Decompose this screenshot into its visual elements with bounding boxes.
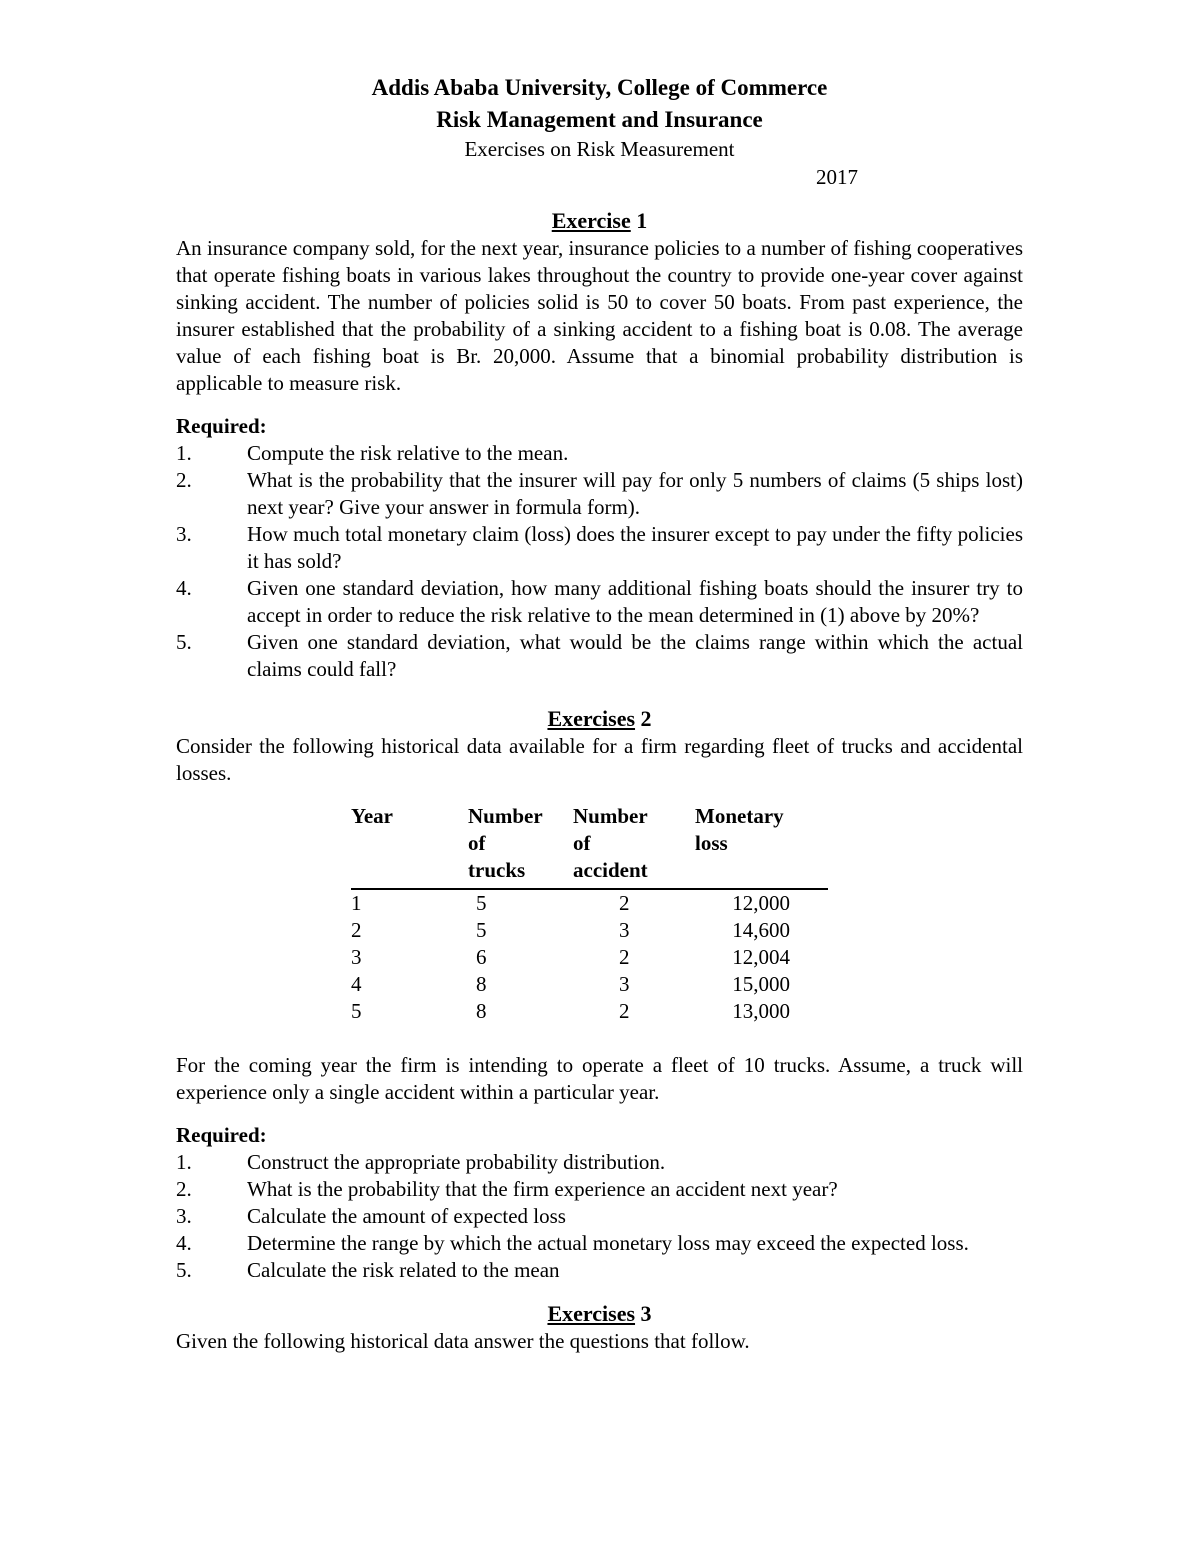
question-text: Determine the range by which the actual monetary loss may exceed the expected loss. — [247, 1231, 969, 1255]
cell-year: 2 — [351, 918, 362, 942]
exercise-2-required-label: Required: — [176, 1123, 267, 1147]
cell-accidents: 2 — [619, 945, 630, 969]
exercise-2-title-number: 2 — [635, 706, 652, 731]
question-text: What is the probability that the insurer will pay for only 5 numbers of claims (5 ships lost) next year? Give your answer in formula form). — [247, 468, 1023, 519]
cell-trucks: 5 — [476, 891, 487, 915]
cell-year: 1 — [351, 891, 362, 915]
list-item — [176, 467, 1023, 521]
question-number: 4. — [176, 1231, 192, 1255]
question-text: Calculate the amount of expected loss — [247, 1204, 566, 1228]
cell-loss: 12,000 — [732, 891, 790, 915]
table-row — [351, 917, 828, 944]
exercise-2-paragraph: Consider the following historical data available for a firm regarding fleet of trucks and accidental losses. — [176, 734, 1023, 785]
cell-trucks: 8 — [476, 972, 487, 996]
list-item — [176, 575, 1023, 629]
col-header-trucks: Number of trucks — [468, 803, 573, 889]
list-item — [176, 1230, 1023, 1257]
question-text: How much total monetary claim (loss) does the insurer except to pay under the fifty policies it has sold? — [247, 522, 1023, 573]
exercise-2-paragraph-2: For the coming year the firm is intending to operate a fleet of 10 trucks. Assume, a truck will experience only a single accident within a particular year. — [176, 1053, 1023, 1104]
university-title: Addis Ababa University, College of Commerce — [371, 75, 828, 100]
question-number: 2. — [176, 1177, 192, 1201]
document-page — [176, 72, 1023, 1355]
question-number: 1. — [176, 441, 192, 465]
exercise-3-title-number: 3 — [635, 1301, 652, 1326]
cell-accidents: 3 — [619, 972, 630, 996]
exercise-1-title-number: 1 — [630, 208, 648, 233]
question-number: 3. — [176, 1204, 192, 1228]
cell-trucks: 8 — [476, 999, 487, 1023]
cell-loss: 13,000 — [732, 999, 790, 1023]
list-item — [176, 629, 1023, 683]
question-text: Given one standard deviation, how many additional fishing boats should the insurer try to accept in order to reduce the risk relative to the mean determined in (1) above by 20%? — [247, 576, 1023, 627]
col-header-year: Year — [351, 803, 468, 889]
question-text: What is the probability that the firm experience an accident next year? — [247, 1177, 838, 1201]
question-number: 1. — [176, 1150, 192, 1174]
exercise-1-question-list — [176, 440, 1023, 683]
list-item — [176, 1203, 1023, 1230]
col-header-accidents: Number of accident — [573, 803, 695, 889]
exercise-3-title-word: Exercises — [547, 1301, 636, 1326]
cell-loss: 15,000 — [732, 972, 790, 996]
question-text: Calculate the risk related to the mean — [247, 1258, 560, 1282]
cell-year: 5 — [351, 999, 362, 1023]
table-row — [351, 889, 828, 917]
question-text: Compute the risk relative to the mean. — [247, 441, 569, 465]
table-row — [351, 971, 828, 998]
document-year: 2017 — [816, 165, 858, 189]
cell-trucks: 5 — [476, 918, 487, 942]
exercise-1-title — [176, 207, 1023, 235]
exercise-2-question-list — [176, 1149, 1023, 1284]
cell-loss: 14,600 — [732, 918, 790, 942]
course-title: Risk Management and Insurance — [436, 107, 763, 132]
exercise-3-paragraph: Given the following historical data answer the questions that follow. — [176, 1329, 750, 1353]
question-number: 3. — [176, 522, 192, 546]
table-row — [351, 998, 828, 1025]
exercise-2-title — [176, 705, 1023, 733]
list-item — [176, 1149, 1023, 1176]
table-row — [351, 944, 828, 971]
question-number: 5. — [176, 630, 192, 654]
list-item — [176, 521, 1023, 575]
list-item — [176, 440, 1023, 467]
col-header-monetary-loss: Monetary loss — [695, 803, 828, 889]
cell-accidents: 2 — [619, 999, 630, 1023]
table-header-row — [351, 803, 828, 889]
question-number: 2. — [176, 468, 192, 492]
truck-accident-table — [351, 803, 828, 1025]
cell-accidents: 2 — [619, 891, 630, 915]
exercise-1-paragraph: An insurance company sold, for the next year, insurance policies to a number of fishing cooperatives that operate fishing boats in various lakes throughout the country to provide one-year cover against sinking accident. The number of policies solid is 50 to cover 50 boats. From past experience, the insurer established that the probability of a sinking accident to a fishing boat is 0.08. The average value of each fishing boat is Br. 20,000. Assume that a binomial probability distribution is applicable to measure risk. — [176, 236, 1023, 395]
question-text: Construct the appropriate probability distribution. — [247, 1150, 666, 1174]
question-text: Given one standard deviation, what would be the claims range within which the actual claims could fall? — [247, 630, 1023, 681]
question-number: 4. — [176, 576, 192, 600]
exercise-3-title — [176, 1300, 1023, 1328]
exercise-1-title-word: Exercise — [551, 208, 631, 233]
document-subtitle: Exercises on Risk Measurement — [464, 137, 735, 161]
cell-trucks: 6 — [476, 945, 487, 969]
list-item — [176, 1176, 1023, 1203]
exercise-2-title-word: Exercises — [547, 706, 636, 731]
question-number: 5. — [176, 1258, 192, 1282]
cell-year: 4 — [351, 972, 362, 996]
cell-year: 3 — [351, 945, 362, 969]
cell-accidents: 3 — [619, 918, 630, 942]
cell-loss: 12,004 — [732, 945, 790, 969]
exercise-1-required-label: Required: — [176, 414, 267, 438]
document-header — [176, 72, 1023, 163]
list-item — [176, 1257, 1023, 1284]
